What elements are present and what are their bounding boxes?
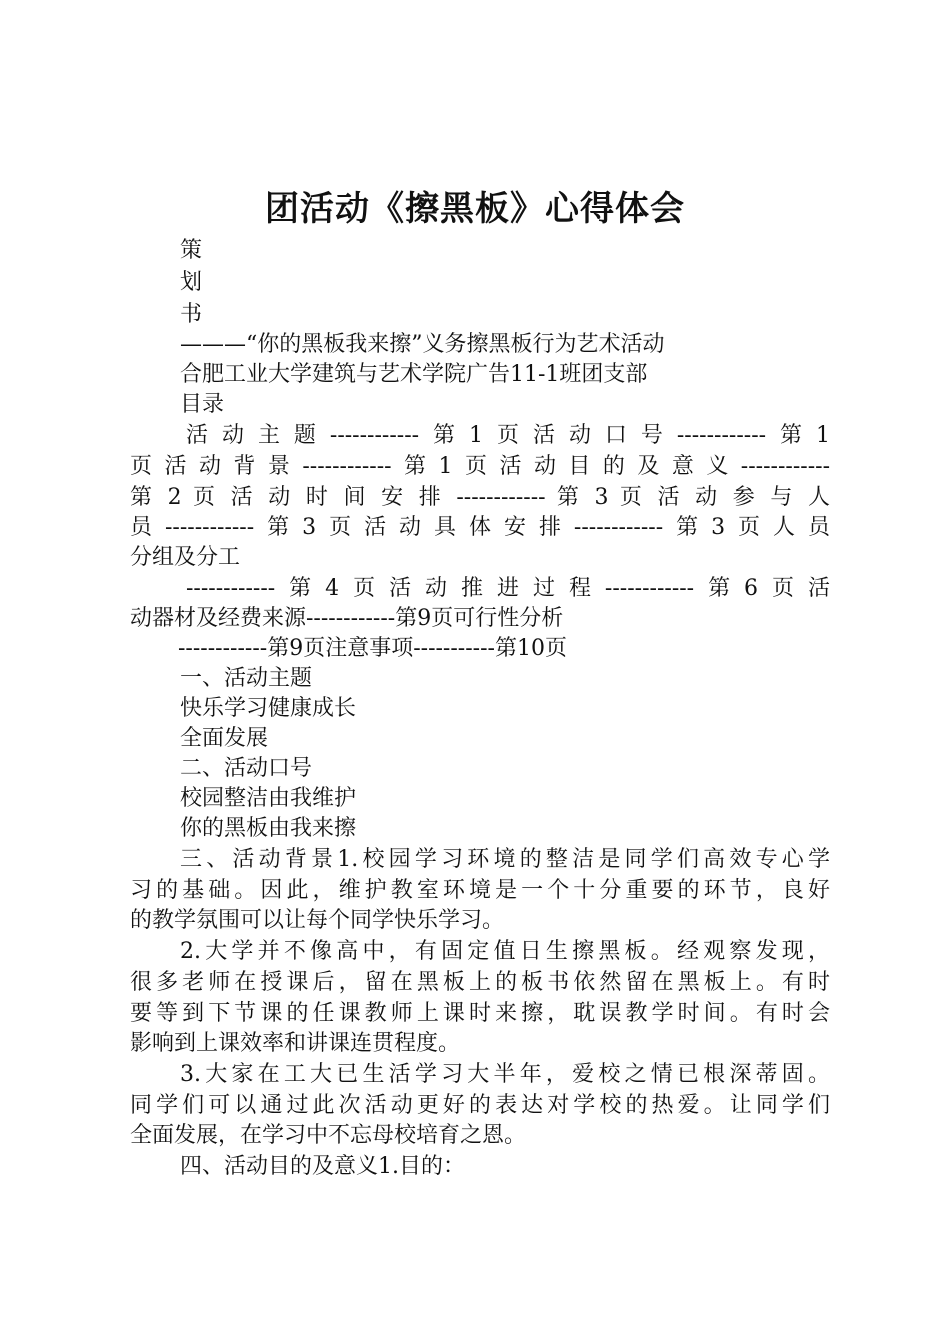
toc-line: ------------第4页活动推进过程------------第6页活 xyxy=(186,576,830,601)
paragraph-line: 2.大学并不像高中，有固定值日生擦黑板。经观察发现， xyxy=(180,939,830,964)
text-line: 你的黑板由我来擦 xyxy=(180,816,357,841)
paragraph-line: 影响到上课效率和讲课连贯程度。 xyxy=(130,1031,461,1056)
text-line: 划 xyxy=(180,270,203,295)
toc-line: 员------------第3页活动具体安排------------第3页人员 xyxy=(130,515,830,540)
text-line: ———“你的黑板我来擦”义务擦黑板行为艺术活动 xyxy=(180,332,665,357)
paragraph-line: 全面发展，在学习中不忘母校培育之恩。 xyxy=(130,1123,527,1148)
paragraph-line: 的教学氛围可以让每个同学快乐学习。 xyxy=(130,908,505,933)
text-line: 策 xyxy=(180,238,203,263)
text-line: 合肥工业大学建筑与艺术学院广告11-1班团支部 xyxy=(180,362,648,387)
toc-line: 动器材及经费来源------------第9页可行性分析 xyxy=(130,606,564,631)
paragraph-line: 很多老师在授课后，留在黑板上的板书依然留在黑板上。有时 xyxy=(130,970,830,995)
text-line: 全面发展 xyxy=(180,726,269,751)
section-heading: 二、活动口号 xyxy=(180,756,313,781)
paragraph-line: 要等到下节课的任课教师上课时来擦，耽误教学时间。有时会 xyxy=(130,1001,830,1026)
paragraph-line: 三、活动背景1.校园学习环境的整洁是同学们高效专心学 xyxy=(180,847,830,872)
toc-heading: 目录 xyxy=(180,392,225,417)
text-line: 书 xyxy=(180,302,203,327)
toc-line: 分组及分工 xyxy=(130,545,241,570)
text-line: 校园整洁由我维护 xyxy=(180,786,357,811)
paragraph-line: 3.大家在工大已生活学习大半年，爱校之情已根深蒂固。 xyxy=(180,1062,830,1087)
toc-line: ------------第9页注意事项-----------第10页 xyxy=(178,636,567,661)
paragraph-line: 习的基础。因此，维护教室环境是一个十分重要的环节，良好 xyxy=(130,878,830,903)
paragraph-line: 同学们可以通过此次活动更好的表达对学校的热爱。让同学们 xyxy=(130,1093,830,1118)
document-title: 团活动《擦黑板》心得体会 xyxy=(265,189,685,229)
section-heading: 一、活动主题 xyxy=(180,666,313,691)
text-line: 快乐学习健康成长 xyxy=(180,696,357,721)
toc-line: 第 2 页 活 动 时 间 安 排 ------------ 第 3 页 活 动 参 与 人 xyxy=(130,485,830,510)
section-heading: 四、活动目的及意义1.目的： xyxy=(180,1154,465,1179)
toc-line: 活动主题------------第1页活动口号------------第1 xyxy=(186,423,830,448)
toc-line: 页活动背景------------第1页活动目的及意义------------ xyxy=(130,454,830,479)
